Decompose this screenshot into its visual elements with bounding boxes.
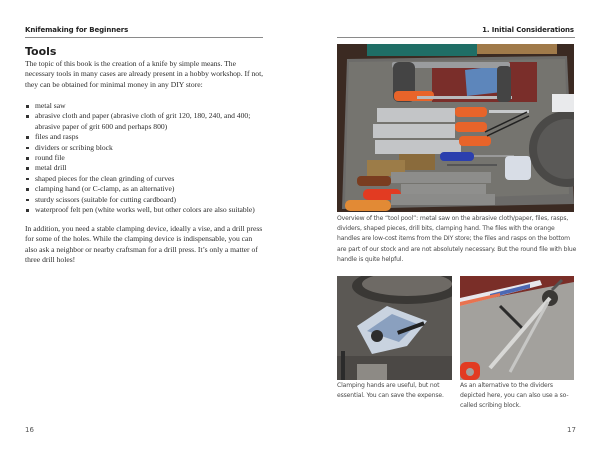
bullet-icon: [26, 188, 29, 191]
list-item-text: shaped pieces for the clean grinding of curves: [35, 173, 175, 183]
bullet-icon: [26, 178, 29, 181]
caption-tool-pool: Overview of the “tool pool”: metal saw on the abrasive cloth/paper, files, rasps, dividers, shaped pieces, drill bits, clamping hand. The files with the orange handles are low-cost items from the DIY store; the files and rasps on the bottom are part of our stock and are not absolutely necessary. But the round file with blue handle is quite helpful.: [337, 215, 577, 263]
list-item: [25, 174, 275, 184]
list-item-text: files and rasps: [35, 132, 79, 142]
list-item: [25, 143, 275, 153]
bullet-icon: [26, 147, 29, 150]
header-rule-right: [337, 37, 575, 38]
outro-paragraph: In addition, you need a stable clamping device, ideally a vise, and a drill press for some of the holes. While the clamping device is indispensable, you can also ask a neighbor or nearby craftsman for a drill press. It’s only a matter of three drill holes!: [25, 224, 263, 265]
list-item-text: metal drill: [35, 163, 67, 173]
list-item: [25, 111, 275, 132]
list-item-text: dividers or scribing block: [35, 142, 113, 152]
list-item-text: clamping hand (or C-clamp, as an alternative): [35, 184, 175, 194]
list-item: [25, 195, 275, 205]
bullet-icon: [26, 167, 29, 170]
page-number-right: 17: [567, 426, 576, 434]
list-item: [25, 153, 275, 163]
bullet-icon: [26, 105, 29, 108]
list-item-text: round file: [35, 153, 65, 163]
caption-clamping-hand: Clamping hands are useful, but not essential. You can save the expense.: [337, 382, 444, 400]
list-item: [25, 101, 275, 111]
intro-paragraph: The topic of this book is the creation of a knife by simple means. The necessary tools in many cases are already present in a hobby workshop. If not, they can be obtained for minimal money in any DIY store:: [25, 59, 264, 89]
photo-clamping-hand: [337, 276, 452, 380]
bullet-icon: [26, 209, 29, 212]
photo-tool-pool: [337, 44, 574, 212]
bullet-icon: [26, 115, 29, 118]
bullet-icon: [26, 199, 29, 202]
list-item: [25, 205, 275, 215]
tools-list: [25, 101, 275, 215]
list-item-text: abrasive cloth and paper (abrasive cloth of grit 120, 180, 240, and 400; abrasive paper of grit 600 and perhaps 800): [35, 111, 251, 131]
running-head-left: Knifemaking for Beginners: [25, 26, 129, 34]
header-rule-left: [25, 37, 263, 38]
caption-dividers: As an alternative to the dividers depicted here, you can also use a so-called scribing block.: [460, 382, 569, 410]
page-number-left: 16: [25, 426, 34, 434]
running-head-right: 1. Initial Considerations: [482, 26, 574, 34]
list-item: [25, 184, 275, 194]
bullet-icon: [26, 136, 29, 139]
photo-dividers: [460, 276, 574, 380]
list-item-text: sturdy scissors (suitable for cutting cardboard): [35, 194, 177, 204]
list-item: [25, 132, 275, 142]
list-item-text: metal saw: [35, 101, 66, 110]
bullet-icon: [26, 157, 29, 160]
list-item-text: waterproof felt pen (white works well, but other colors are also suitable): [35, 205, 255, 215]
section-heading: Tools: [25, 45, 57, 58]
list-item: [25, 163, 275, 173]
